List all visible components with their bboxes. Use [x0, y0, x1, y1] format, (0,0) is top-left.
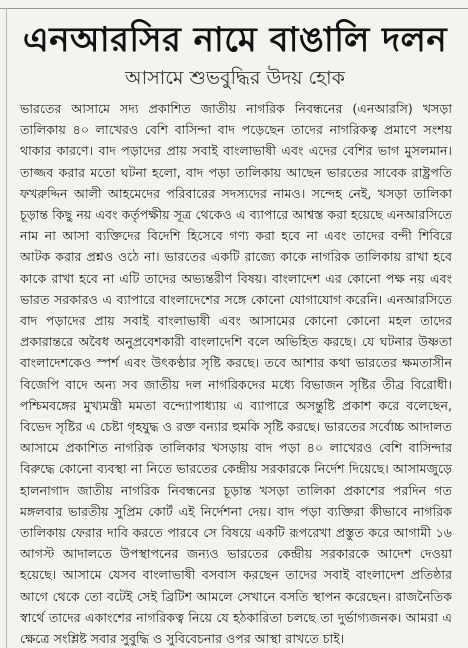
left-column-rule: [6, 8, 7, 648]
top-divider: [0, 8, 468, 9]
headline: এনআরসির নামে বাঙালি দলন: [22, 20, 448, 60]
cropped-text-strip: [0, 0, 468, 8]
subheadline: আসামে শুভবুদ্ধির উদয় হোক: [125, 67, 345, 89]
article-paragraph: ভারতের আসামে সদ্য প্রকাশিত জাতীয় নাগরিক নিবন্ধনের (এনআরসি) খসড়া তালিকায় ৪০ লাখেরও বেশি বাসিন্দা বাদ পড়েছেন তাদের নাগরিকত্ব প্রমাণে সংশয় থাকার কারণে। বাদ পড়াদের প্রায় সবাই বাংলাভাষী এবং এদের বেশির ভাগ মুসলমান। তাজ্জব করার মতো ঘটনা হলো, বাদ পড়া তালিকায় আছেন ভারতের সাবেক রাষ্ট্রপতি ফখরুদ্দিন আলী আহমেদের পরিবারের সদস্যদের নামও। সন্দেহ নেই, খসড়া তালিকা চূড়ান্ত কিছু নয় এবং কর্তৃপক্ষীয় সূত্র থেকেও এ ব্যাপারে আশ্বস্ত করা হয়েছে এনআরসিতে নাম না আসা ব্যক্তিদের বিদেশি হিসেবে গণ্য করা হবে না এবং তাদের বন্দী শিবিরে আটক করার প্রশ্নও ওঠে না। ভারতের একটি রাজ্যে কাকে নাগরিক তালিকায় রাখা হবে কাকে রাখা হবে না এটি তাদের অভ্যন্তরীণ বিষয়। বাংলাদেশ এর কোনো পক্ষ নয় এবং ভারত সরকারও এ ব্যাপারে বাংলাদেশের সঙ্গে কোনো যোগাযোগ করেনি। এনআরসিতে বাদ পড়াদের প্রায় সবাই বাংলাভাষী এবং আসামের কোনো কোনো মহল তাদের প্রকারান্তরে অবৈধ অনুপ্রবেশকারী বাংলাদেশি বলে অভিহিত করছে। যে ঘটনার উষ্ণতা বাংলাদেশকেও স্পর্শ এবং উৎকণ্ঠার সৃষ্টি করছে। তবে আশার কথা ভারতের ক্ষমতাসীন বিজেপি বাদে অন্য সব জাতীয় দল নাগরিকদের মধ্যে বিভাজন সৃষ্টির তীব্র বিরোধী। পশ্চিমবঙ্গের মুখ্যমন্ত্রী মমতা বন্দ্যোপাধ্যায় এ ব্যাপারে অসন্তুষ্টি প্রকাশ করে বলেছেন, বিভেদ সৃষ্টির এ চেষ্টা গৃহযুদ্ধ ও রক্ত বন্যার হুমকি সৃষ্টি করছে। ভারতের সর্বোচ্চ আদালত আসামে প্রকাশিত নাগরিক তালিকার খসড়ায় বাদ পড়া ৪০ লাখেরও বেশি বাসিন্দার বিরুদ্ধে কোনো ব্যবস্থা না নিতে ভারতের কেন্দ্রীয় সরকারকে নির্দেশ দিয়েছে। আসামজুড়ে হালনাগাদ জাতীয় নাগরিক নিবন্ধনের চূড়ান্ত খসড়া তালিকা প্রকাশের পরদিন গত মঙ্গলবার ভারতীয় সুপ্রিম কোর্ট এই নির্দেশনা দেয়। বাদ পড়া ব্যক্তিরা কীভাবে নাগরিক তালিকায় ফেরার দাবি করতে পারবে সে বিষয়ে একটি রূপরেখা প্রস্তুত করে আগামী ১৬ আগস্ট আদালতে উপস্থাপনের জন্যও ভারতের কেন্দ্রীয় সরকারকে আদেশ দেওয়া হয়েছে। আসামে যেসব বাংলাভাষী বসবাস করছেন তাদের সবাই বাংলাদেশ প্রতিষ্ঠার আগে থেকে তো বটেই সেই ব্রিটিশ আমলে সেখানে বসতি স্থাপন করেছেন। রাজনৈতিক স্বার্থে তাদের একাংশের নাগরিকত্ব নিয়ে যে হঠকারিতা চলছে তা দুর্ভাগ্যজনক। আমরা এ ক্ষেত্রে সংশ্লিষ্ট সবার সুবুদ্ধি ও সুবিবেচনার ওপর আস্থা রাখতে চাই।: [20, 101, 452, 646]
article-body: [20, 98, 452, 646]
